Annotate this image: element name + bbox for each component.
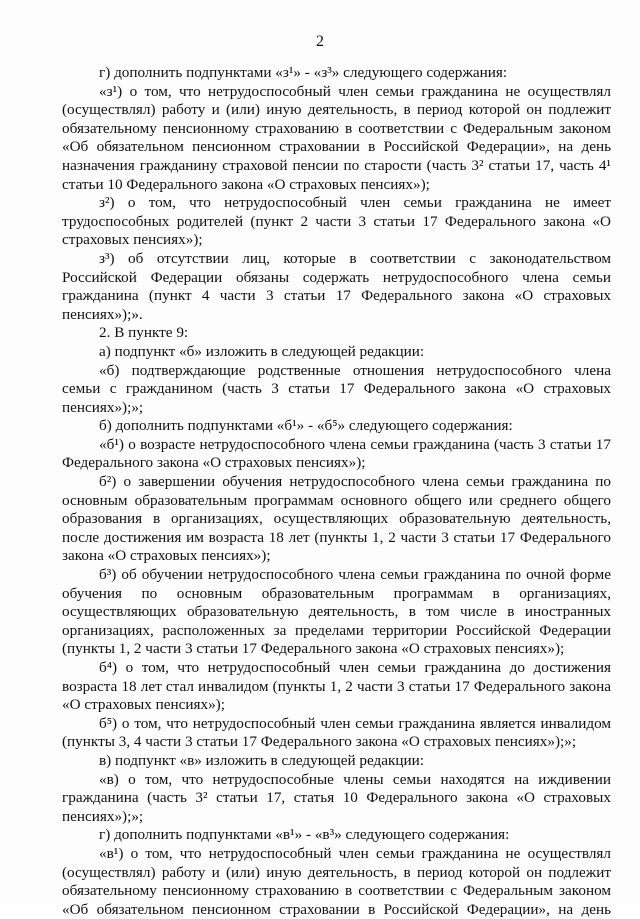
paragraph: б³) об обучении нетрудоспособного члена семьи гражданина по очной форме обучения по основным образовательным программам в организациях, осуществляющих образовательную деятельность, в том числе в иностранных организациях, расположенных за пределами территории Российской Федерации (пункты 1, 2 части 3 статьи 17 Федерального закона «О страховых пенсиях»); bbox=[62, 566, 611, 658]
paragraph: г) дополнить подпунктами «з¹» - «з³» следующего содержания: bbox=[99, 64, 508, 81]
paragraph: в) подпункт «в» изложить в следующей редакции: bbox=[99, 751, 424, 769]
paragraph: з²) о том, что нетрудоспособный член семьи гражданина не имеет трудоспособных родителей (пункт 2 части 3 статьи 17 Федерального закона «О страховых пенсиях»); bbox=[62, 194, 611, 249]
paragraph: б⁴) о том, что нетрудоспособный член семьи гражданина до достижения возраста 18 лет стал инвалидом (пункты 1, 2 части 3 статьи 17 Федерального закона «О страховых пенсиях»); bbox=[62, 659, 611, 714]
page-number: 2 bbox=[316, 33, 324, 50]
paragraph: «в) о том, что нетрудоспособные члены семьи находятся на иждивении гражданина (часть 3² статьи 17, статья 10 Федерального закона «О страховых пенсиях»);»; bbox=[62, 770, 611, 825]
paragraph: 2. В пункте 9: bbox=[99, 324, 189, 342]
paragraph: «б¹) о возрасте нетрудоспособного члена семьи гражданина (часть 3 статьи 17 Федерального закона «О страховых пенсиях»); bbox=[62, 435, 611, 472]
paragraph: «з¹) о том, что нетрудоспособный член семьи гражданина не осуществлял (осуществлял) работу и (или) иную деятельность, в период которой он подлежит обязательному пенсионному страхованию в соответствии с Федеральным законом «Об обязательном пенсионном страховании в Российской Федерации», на день назначения гражданину страховой пенсии по старости (часть 3² статьи 17, часть 4¹ статьи 10 Федерального закона «О страховых пенсиях»); bbox=[62, 82, 611, 193]
paragraph: б⁵) о том, что нетрудоспособный член семьи гражданина является инвалидом (пункты 3, 4 части 3 статьи 17 Федерального закона «О страховых пенсиях»);»; bbox=[62, 714, 611, 751]
paragraph: «б) подтверждающие родственные отношения нетрудоспособного члена семьи с гражданином (часть 3 статьи 17 Федерального закона «О страховых пенсиях»);»; bbox=[62, 361, 611, 416]
paragraph: з³) об отсутствии лиц, которые в соответствии с законодательством Российской Федерации обязаны содержать нетрудоспособного члена семьи гражданина (пункт 4 части 3 статьи 17 Федерального закона «О страховых пенсиях»);». bbox=[62, 249, 611, 323]
document-body bbox=[62, 64, 611, 919]
paragraph: «в¹) о том, что нетрудоспособный член семьи гражданина не осуществлял (осуществлял) работу и (или) иную деятельность, в период которой он подлежит обязательному пенсионному страхованию в соответствии с Федеральным законом «Об обязательном пенсионном страховании в Российской Федерации», на день bbox=[62, 844, 611, 918]
paragraph: б) дополнить подпунктами «б¹» - «б⁵» следующего содержания: bbox=[99, 417, 513, 435]
paragraph: б²) о завершении обучения нетрудоспособного члена семьи гражданина по основным образовательным программам основного общего или среднего общего образования в организациях, осуществляющих образовательную деятельность, после достижения им возраста 18 лет (пункты 1, 2 части 3 статьи 17 Федерального закона «О страховых пенсиях»); bbox=[62, 473, 611, 565]
paragraph: а) подпункт «б» изложить в следующей редакции: bbox=[99, 342, 425, 360]
paragraph: г) дополнить подпунктами «в¹» - «в³» следующего содержания: bbox=[99, 826, 510, 844]
